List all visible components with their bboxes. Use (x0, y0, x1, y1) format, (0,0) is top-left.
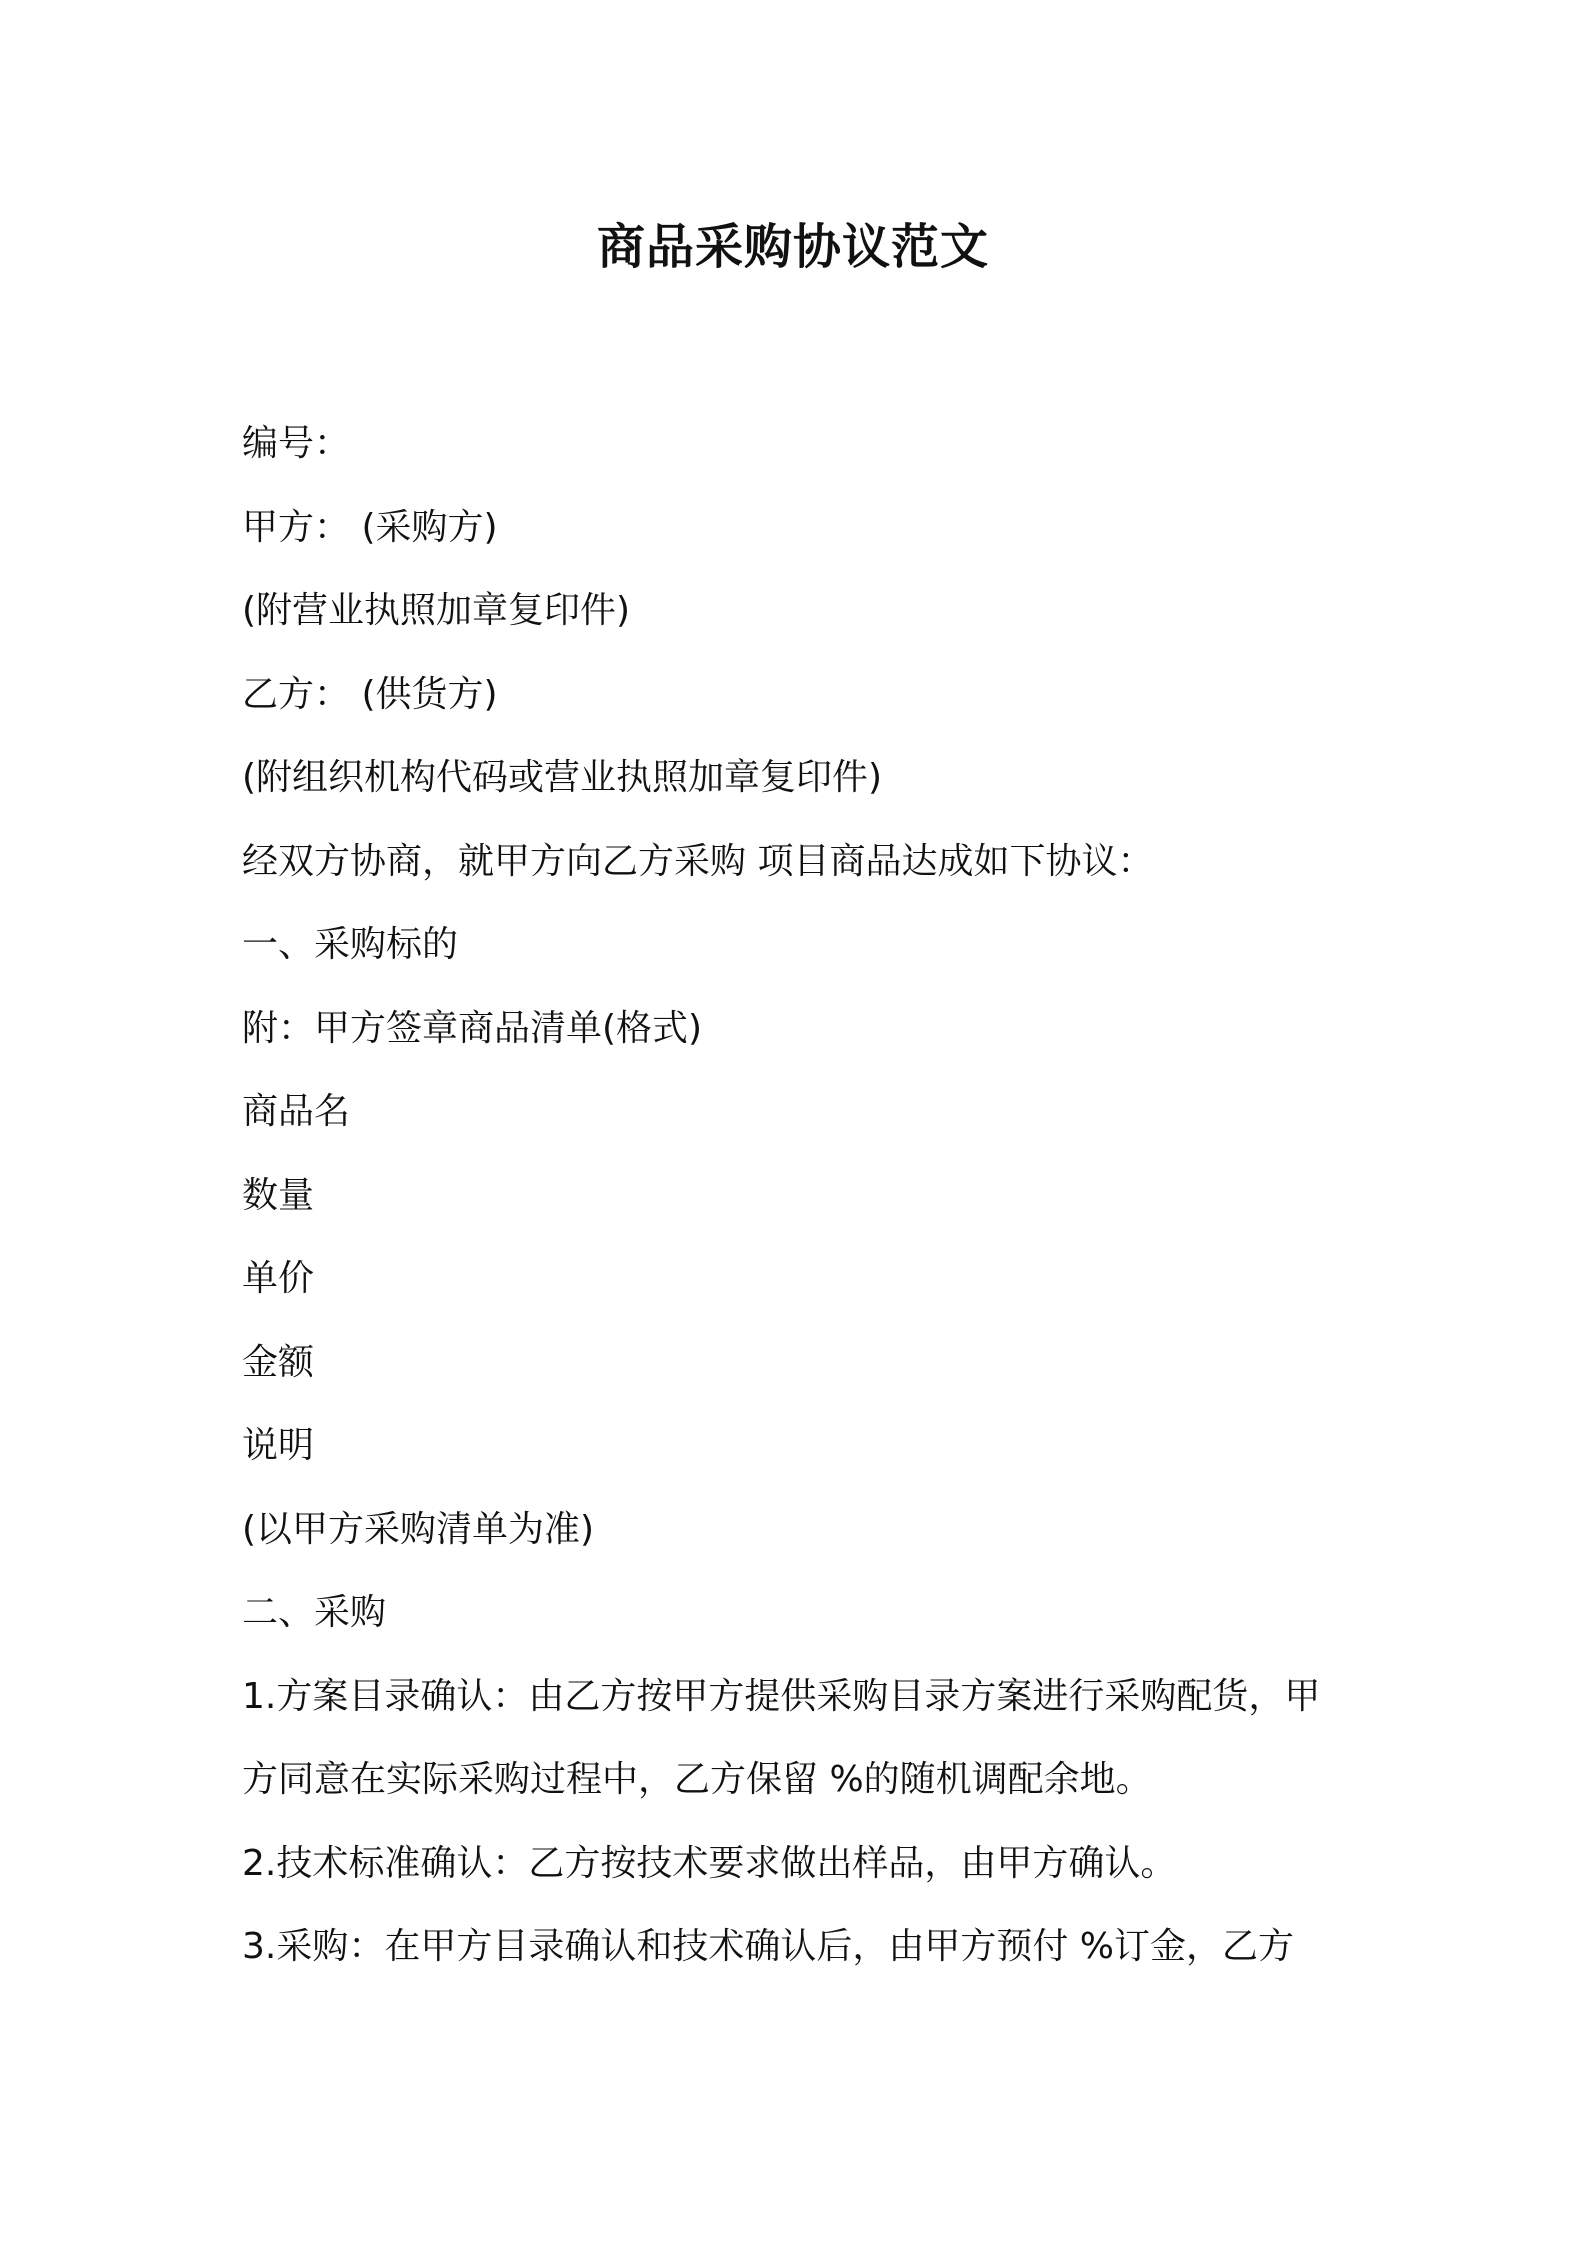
attachment-note: 附：甲方签章商品清单(格式) (242, 1007, 703, 1049)
note-party-b-license: (附组织机构代码或营业执照加章复印件) (242, 757, 883, 798)
list-field-product-name: 商品名 (242, 1091, 351, 1132)
preamble: 经双方协商，就甲方向乙方采购 项目商品达成如下协议： (242, 840, 1154, 882)
clause-1-line-2: 方同意在实际采购过程中，乙方保留 %的随机调配余地。 (242, 1759, 1152, 1800)
note-party-a-license: (附营业执照加章复印件) (242, 590, 631, 631)
field-party-b: 乙方： (供货方) (242, 673, 498, 715)
clause-3-line-1: 3.采购：在甲方目录确认和技术确认后，由甲方预付 %订金，乙方 (242, 1926, 1294, 1967)
document-body (242, 402, 1362, 1989)
list-field-quantity: 数量 (242, 1174, 315, 1216)
field-party-a: 甲方： (采购方) (242, 506, 498, 548)
clause-1-line-1: 1.方案目录确认：由乙方按甲方提供采购目录方案进行采购配货，甲 (242, 1675, 1321, 1717)
list-note: (以甲方采购清单为准) (242, 1508, 595, 1550)
list-field-amount: 金额 (242, 1341, 315, 1383)
section-heading-2: 二、采购 (242, 1592, 387, 1633)
clause-2: 2.技术标准确认：乙方按技术要求做出样品，由甲方确认。 (242, 1842, 1177, 1884)
list-field-unit-price: 单价 (242, 1258, 315, 1299)
field-contract-number: 编号： (242, 423, 351, 464)
document-title: 商品采购协议范文 (596, 219, 989, 275)
section-heading-1: 一、采购标的 (242, 924, 459, 965)
list-field-description: 说明 (242, 1425, 315, 1466)
